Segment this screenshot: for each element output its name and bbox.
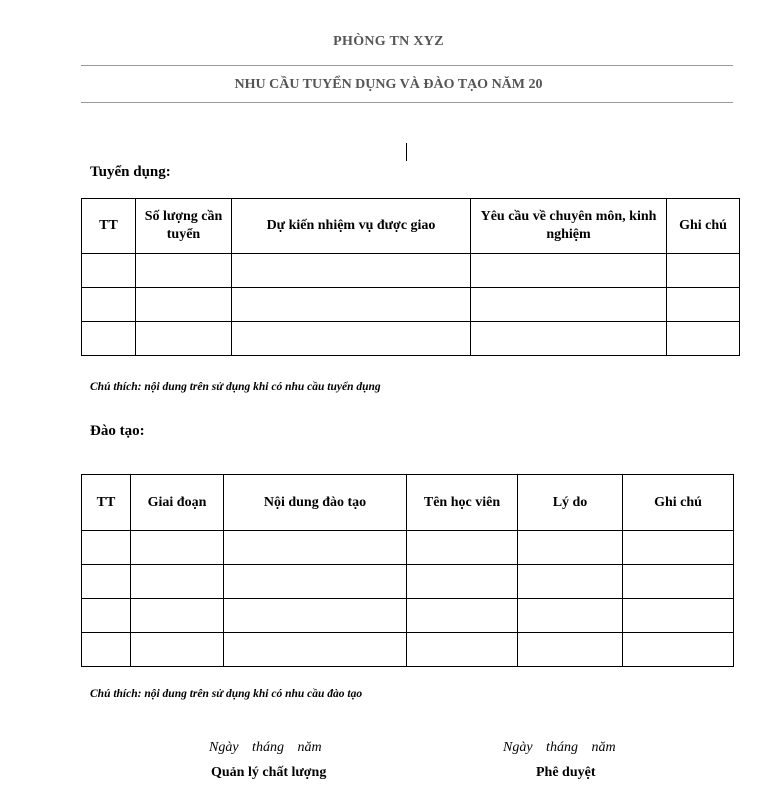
table-cell[interactable] <box>623 599 734 633</box>
col-header-quantity: Số lượng cần tuyển <box>136 199 232 254</box>
table-cell[interactable] <box>82 531 131 565</box>
table-cell[interactable] <box>131 633 224 667</box>
col-header-assigned-tasks: Dự kiến nhiệm vụ được giao <box>232 199 471 254</box>
table-cell[interactable] <box>224 531 407 565</box>
document-title: NHU CẦU TUYỂN DỤNG VÀ ĐÀO TẠO NĂM 20 <box>234 77 543 92</box>
training-note: Chú thích: nội dung trên sử dụng khi có nhu cầu đào tạo <box>90 688 363 700</box>
table-cell[interactable] <box>82 322 136 356</box>
table-cell[interactable] <box>471 288 667 322</box>
quality-manager-signature-label: Quản lý chất lượng <box>211 765 327 780</box>
table-cell[interactable] <box>471 322 667 356</box>
table-row <box>82 599 734 633</box>
department-name: PHÒNG TN XYZ <box>333 34 444 49</box>
table-cell[interactable] <box>518 565 623 599</box>
table-cell[interactable] <box>407 565 518 599</box>
table-cell[interactable] <box>136 322 232 356</box>
table-cell[interactable] <box>131 531 224 565</box>
table-cell[interactable] <box>82 599 131 633</box>
table-cell[interactable] <box>667 322 740 356</box>
col-header-phase: Giai đoạn <box>131 475 224 531</box>
recruitment-section-label: Tuyển dụng: <box>90 164 171 180</box>
table-cell[interactable] <box>518 599 623 633</box>
table-cell[interactable] <box>82 288 136 322</box>
table-cell[interactable] <box>232 254 471 288</box>
table-cell[interactable] <box>667 254 740 288</box>
recruitment-table <box>81 198 740 356</box>
table-row <box>82 565 734 599</box>
table-row <box>82 254 740 288</box>
training-header-row <box>82 475 734 531</box>
approval-signature-label: Phê duyệt <box>536 765 596 780</box>
col-header-requirements: Yêu cầu về chuyên môn, kinh nghiệm <box>471 199 667 254</box>
table-cell[interactable] <box>224 599 407 633</box>
table-cell[interactable] <box>407 599 518 633</box>
table-row <box>82 531 734 565</box>
table-row <box>82 288 740 322</box>
table-cell[interactable] <box>136 254 232 288</box>
col-header-notes: Ghi chú <box>667 199 740 254</box>
recruitment-header-row <box>82 199 740 254</box>
table-cell[interactable] <box>131 565 224 599</box>
col-header-notes: Ghi chú <box>623 475 734 531</box>
table-cell[interactable] <box>136 288 232 322</box>
table-cell[interactable] <box>518 531 623 565</box>
table-cell[interactable] <box>407 633 518 667</box>
left-signature-date-line: Ngày tháng năm <box>209 740 322 755</box>
header-divider-bottom <box>81 102 733 103</box>
col-header-trainee-name: Tên học viên <box>407 475 518 531</box>
table-row <box>82 322 740 356</box>
table-cell[interactable] <box>131 599 224 633</box>
table-cell[interactable] <box>667 288 740 322</box>
table-cell[interactable] <box>623 565 734 599</box>
table-cell[interactable] <box>407 531 518 565</box>
table-cell[interactable] <box>224 565 407 599</box>
recruitment-note: Chú thích: nội dung trên sử dụng khi có nhu cầu tuyển dụng <box>90 381 381 393</box>
header-divider-top <box>81 65 733 66</box>
table-cell[interactable] <box>518 633 623 667</box>
table-cell[interactable] <box>224 633 407 667</box>
table-cell[interactable] <box>82 565 131 599</box>
col-header-tt: TT <box>82 475 131 531</box>
right-signature-date-line: Ngày tháng năm <box>503 740 616 755</box>
table-cell[interactable] <box>623 633 734 667</box>
table-cell[interactable] <box>82 254 136 288</box>
table-row <box>82 633 734 667</box>
col-header-reason: Lý do <box>518 475 623 531</box>
col-header-training-content: Nội dung đào tạo <box>224 475 407 531</box>
table-cell[interactable] <box>232 288 471 322</box>
table-cell[interactable] <box>82 633 131 667</box>
table-cell[interactable] <box>471 254 667 288</box>
training-section-label: Đào tạo: <box>90 423 145 439</box>
col-header-tt: TT <box>82 199 136 254</box>
table-cell[interactable] <box>623 531 734 565</box>
text-cursor <box>406 143 407 161</box>
table-cell[interactable] <box>232 322 471 356</box>
training-table <box>81 474 734 667</box>
